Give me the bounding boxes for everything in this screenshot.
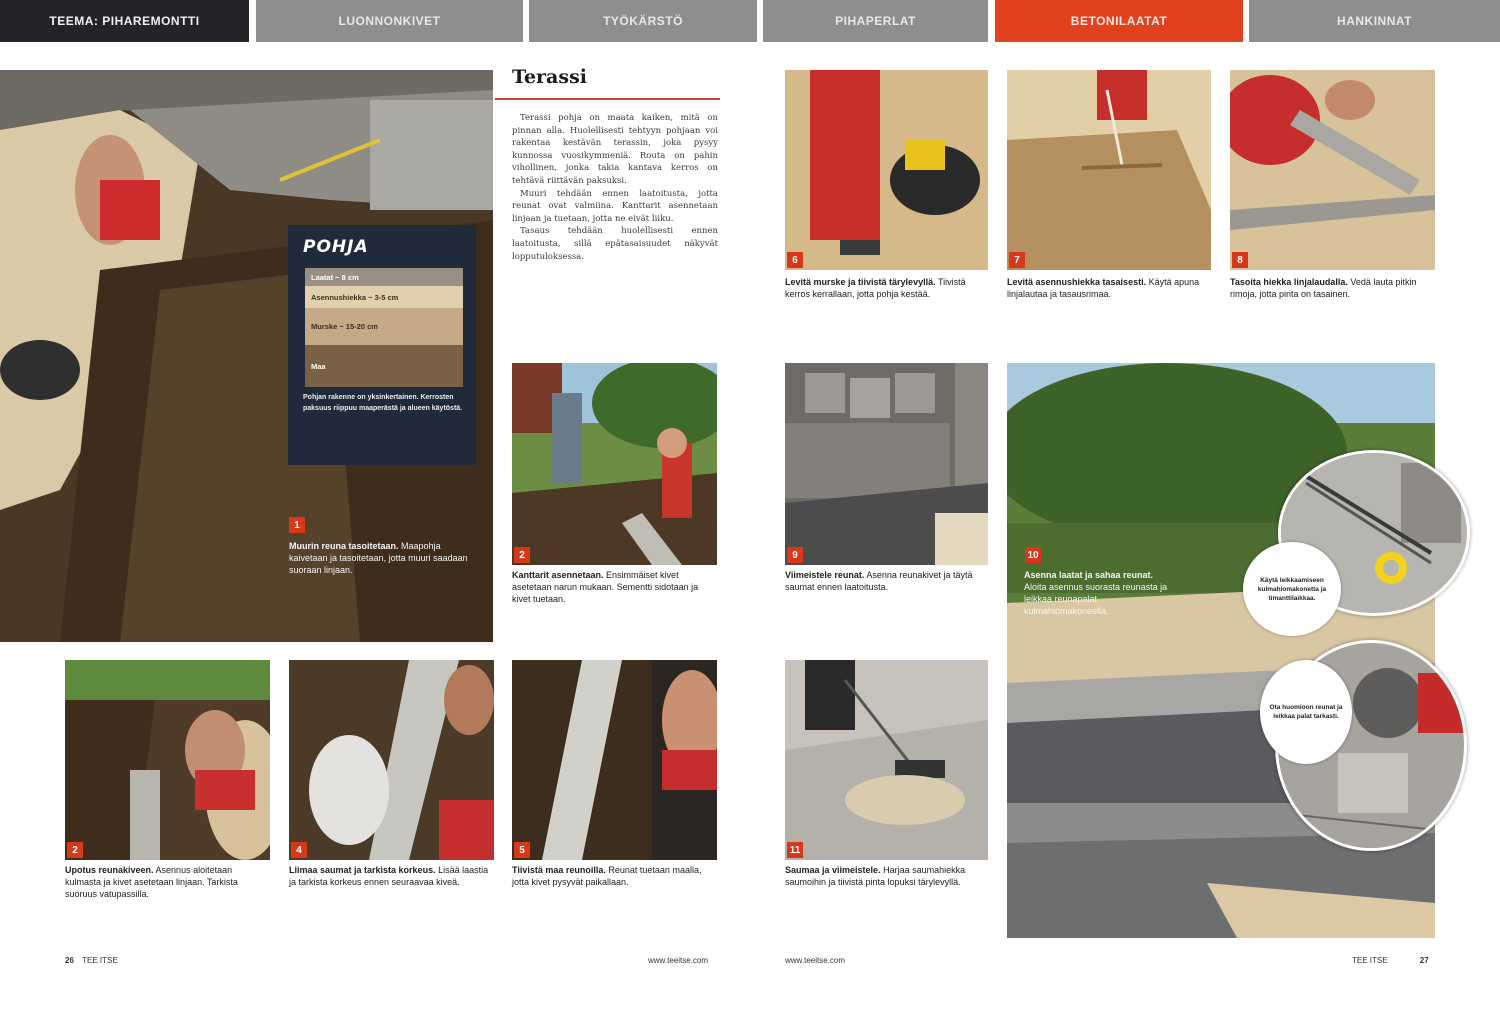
step-caption: [65, 864, 270, 900]
nav-tab-label: PIHAPERLAT: [835, 14, 916, 28]
step-badge: 5: [514, 842, 530, 858]
photo-step-6: [785, 70, 988, 270]
step-badge: 6: [787, 252, 803, 268]
step-caption-bold: Levitä murske ja tiivistä tärylevyllä.: [785, 277, 936, 287]
magazine-name: TEE ITSE: [82, 956, 118, 965]
footer-left: [65, 956, 118, 965]
section-nav: [0, 0, 1500, 42]
article-paragraph: Terassi pohja on maata kaiken, mitä on pinnan alla. Huolellisesti tehtyyn pohjaan voi rakentaa kestävän terassin, joka pysyy kunnossa vuosikymmeniä. Routa on pahin vihollinen, jonka takia kantava kerros on tehtävä riittävän paksuksi.: [512, 113, 718, 186]
step-badge: 1: [289, 517, 305, 533]
step-caption: [512, 569, 717, 605]
step-caption: [1230, 276, 1435, 300]
step-caption: [512, 864, 717, 888]
step-caption: [1024, 569, 1174, 617]
step-caption: [289, 540, 469, 576]
layer-gravel: [305, 308, 463, 345]
title-rule: [495, 98, 720, 100]
photo-step-2: [512, 363, 717, 565]
step-caption-text: Maapohja kaivetaan ja tasoitetaan, jotta muuri saadaan suoraan linjaan.: [289, 541, 468, 575]
page-number: 27: [1419, 956, 1429, 965]
nav-tab[interactable]: [529, 0, 757, 42]
layer-label: Asennushiekka ~ 3-5 cm: [311, 292, 399, 302]
nav-tab-label: TYÖKÄRSTÖ: [603, 14, 683, 28]
step-caption-bold: Upotus reunakiveen.: [65, 865, 154, 875]
step-caption: [785, 864, 988, 888]
layer-label: Murske ~ 15-20 cm: [311, 322, 378, 331]
step-caption: [785, 276, 988, 300]
layer-soil: [305, 345, 463, 387]
photo-step-9: [785, 363, 988, 565]
step-badge: 11: [787, 842, 803, 858]
nav-tab[interactable]: [763, 0, 988, 42]
photo-step-3: [65, 660, 270, 860]
step-badge: 9: [787, 547, 803, 563]
step-caption-bold: Saumaa ja viimeistele.: [785, 865, 881, 875]
nav-tab-theme[interactable]: [0, 0, 249, 42]
nav-tab[interactable]: [1249, 0, 1500, 42]
nav-tab-label: TEEMA: PIHAREMONTTI: [49, 14, 200, 28]
layer-label: Laatat ~ 8 cm: [311, 272, 359, 282]
footer-right: [1352, 956, 1429, 965]
page-number: 26: [65, 956, 74, 965]
step-caption-text: Aloita asennus suorasta reunasta ja leikkaa reunapalat kulmahiomakoneella.: [1024, 582, 1168, 616]
nav-tab-label: BETONILAATAT: [1070, 14, 1168, 28]
step-caption: [1007, 276, 1211, 300]
layer-sand: [305, 286, 463, 308]
step-caption-text: Vedä lauta pitkin rimoja, jotta pinta on tasainen.: [1230, 277, 1417, 299]
step-caption-text: Käytä apuna linjalautaa ja tasausrimaa.: [1007, 277, 1200, 299]
article-title: Terassi: [512, 66, 587, 88]
callout-bubble: Käytä leikkaamiseen kulmahiomakonetta ja timanttilaikkaa.: [1243, 542, 1341, 636]
step-caption-bold: Muurin reuna tasoitetaan.: [289, 541, 399, 551]
step-caption-text: Lisää laastia ja tarkista korkeus ennen seuraavaa kiveä.: [289, 865, 489, 887]
step-caption-bold: Viimeistele reunat.: [785, 570, 865, 580]
step-caption-text: Ensimmäiset kivet asetetaan narun mukaan. Sementti sidotaan ja kivet tuetaan.: [512, 570, 699, 604]
magazine-name: TEE ITSE: [1352, 956, 1388, 965]
layer-label: Maa: [311, 361, 326, 371]
article-paragraph: Muuri tehdään ennen laatoitusta, jotta reunat ovat valmiina. Kanttarit asennetaan linjaan ja tuetaan, jotta ne eivät liiku.: [512, 188, 718, 224]
step-badge: 2: [514, 547, 530, 563]
step-caption-text: Harjaa saumahiekka saumoihin ja tiivistä pinta lopuksi tärylevyllä.: [785, 865, 966, 887]
step-caption-bold: Levitä asennushiekka tasaisesti.: [1007, 277, 1147, 287]
step-caption-text: Tiivistä kerros kerrallaan, jotta pohja kestää.: [785, 277, 966, 299]
step-badge: 8: [1232, 252, 1248, 268]
step-badge: 10: [1025, 547, 1041, 563]
photo-step-11: [785, 660, 988, 860]
photo-step-4: [289, 660, 494, 860]
step-badge: 2: [67, 842, 83, 858]
step-caption-bold: Tiivistä maa reunoilla.: [512, 865, 606, 875]
footer-url: www.teeitse.com: [648, 956, 709, 965]
photo-step-5: [512, 660, 717, 860]
nav-tab-label: HANKINNAT: [1337, 14, 1412, 28]
nav-tab[interactable]: [256, 0, 523, 42]
step-badge: 7: [1009, 252, 1025, 268]
step-caption: [289, 864, 494, 888]
step-caption-bold: Tasoita hiekka linjalaudalla.: [1230, 277, 1348, 287]
step-caption-bold: Asenna laatat ja sahaa reunat.: [1024, 570, 1154, 580]
article-paragraph: Tasaus tehdään huolellisesti ennen laatoitusta, sillä epätasaisuudet näkyvät lopputuloksessa.: [512, 226, 718, 262]
pohja-title: POHJA: [303, 237, 369, 257]
step-badge: 4: [291, 842, 307, 858]
step-caption-bold: Kanttarit asennetaan.: [512, 570, 604, 580]
article-body: [512, 112, 718, 263]
step-caption-bold: Liimaa saumat ja tarkista korkeus.: [289, 865, 436, 875]
nav-tab-active[interactable]: [995, 0, 1243, 42]
nav-tab-label: LUONNONKIVET: [338, 14, 441, 28]
step-caption-text: Asenna reunakivet ja täytä saumat ennen laatoitusta.: [785, 570, 973, 592]
layer-tiles: [305, 268, 463, 286]
pohja-caption: Pohjan rakenne on yksinkertainen. Kerrosten paksuus riippuu maaperästä ja alueen käytöstä.: [303, 394, 463, 412]
photo-step-7: [1007, 70, 1211, 270]
footer-url: www.teeitse.com: [785, 956, 846, 965]
photo-step-8: [1230, 70, 1435, 270]
callout-bubble: Ota huomioon reunat ja leikkaa palat tarkasti.: [1260, 660, 1352, 764]
step-caption: [785, 569, 988, 593]
step-caption-text: Asennus aloitetaan kulmasta ja kivet asetetaan linjaan. Tarkista suoruus vatupassilla.: [65, 865, 238, 899]
step-caption-text: Reunat tuetaan maalla, jotta kivet pysyvät paikallaan.: [512, 865, 702, 887]
